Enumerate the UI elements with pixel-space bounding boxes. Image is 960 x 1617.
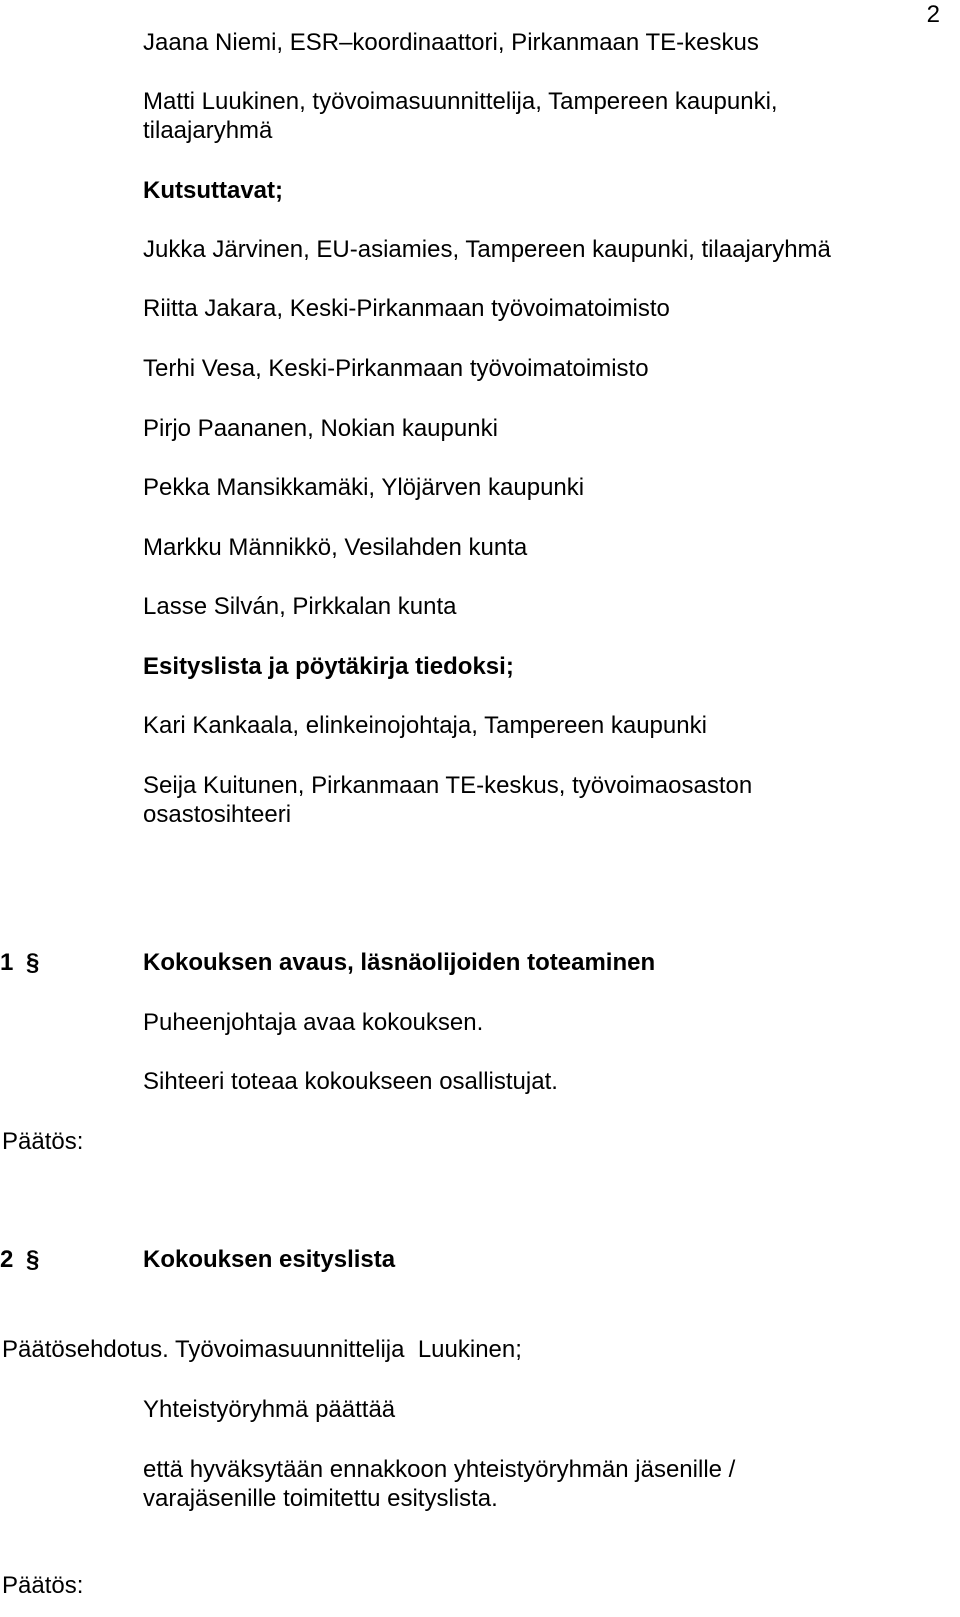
info-kari: Kari Kankaala, elinkeinojohtaja, Tampereen kaupunki	[143, 712, 707, 739]
section-1-num: 1	[0, 949, 14, 976]
invitee-riitta: Riitta Jakara, Keski-Pirkanmaan työvoimatoimisto	[143, 295, 670, 322]
participant-matti-line1: Matti Luukinen, työvoimasuunnittelija, Tampereen kaupunki,	[143, 88, 778, 115]
invitee-jukka: Jukka Järvinen, EU-asiamies, Tampereen kaupunki, tilaajaryhmä	[143, 236, 831, 263]
section-1-body-2: Sihteeri toteaa kokoukseen osallistujat.	[143, 1068, 558, 1095]
section-2-body-1: Yhteistyöryhmä päättää	[143, 1396, 396, 1423]
section-1-number	[0, 948, 39, 978]
section-2-num: 2	[0, 1246, 14, 1273]
invitee-pekka: Pekka Mansikkamäki, Ylöjärven kaupunki	[143, 474, 585, 501]
info-seija-line2: osastosihteeri	[143, 801, 292, 828]
section-1-symbol: §	[26, 949, 40, 976]
section-2-proposal: Päätösehdotus. Työvoimasuunnittelija Luukinen;	[2, 1336, 522, 1363]
participant-matti-line2: tilaajaryhmä	[143, 117, 273, 144]
participant-jaana: Jaana Niemi, ESR–koordinaattori, Pirkanmaan TE-keskus	[143, 29, 759, 56]
section-2-body-2: että hyväksytään ennakkoon yhteistyöryhmän jäsenille /	[143, 1456, 736, 1483]
section-2-number	[0, 1245, 39, 1275]
invitees-heading: Kutsuttavat;	[143, 177, 284, 204]
page-number: 2	[926, 1, 940, 28]
section-2-body-3: varajäsenille toimitettu esityslista.	[143, 1485, 498, 1512]
for-info-heading: Esityslista ja pöytäkirja tiedoksi;	[143, 653, 514, 680]
invitee-pirjo: Pirjo Paananen, Nokian kaupunki	[143, 415, 498, 442]
info-seija-line1: Seija Kuitunen, Pirkanmaan TE-keskus, työvoimaosaston	[143, 772, 753, 799]
section-2-symbol: §	[26, 1246, 40, 1273]
invitee-lasse: Lasse Silván, Pirkkalan kunta	[143, 593, 457, 620]
invitee-terhi: Terhi Vesa, Keski-Pirkanmaan työvoimatoimisto	[143, 355, 649, 382]
section-2-decision-label: Päätös:	[2, 1572, 84, 1599]
invitee-markku: Markku Männikkö, Vesilahden kunta	[143, 534, 528, 561]
section-1-title: Kokouksen avaus, läsnäolijoiden toteaminen	[143, 949, 656, 976]
section-2-title: Kokouksen esityslista	[143, 1246, 396, 1273]
section-1-decision-label: Päätös:	[2, 1128, 84, 1155]
section-1-body-1: Puheenjohtaja avaa kokouksen.	[143, 1009, 484, 1036]
